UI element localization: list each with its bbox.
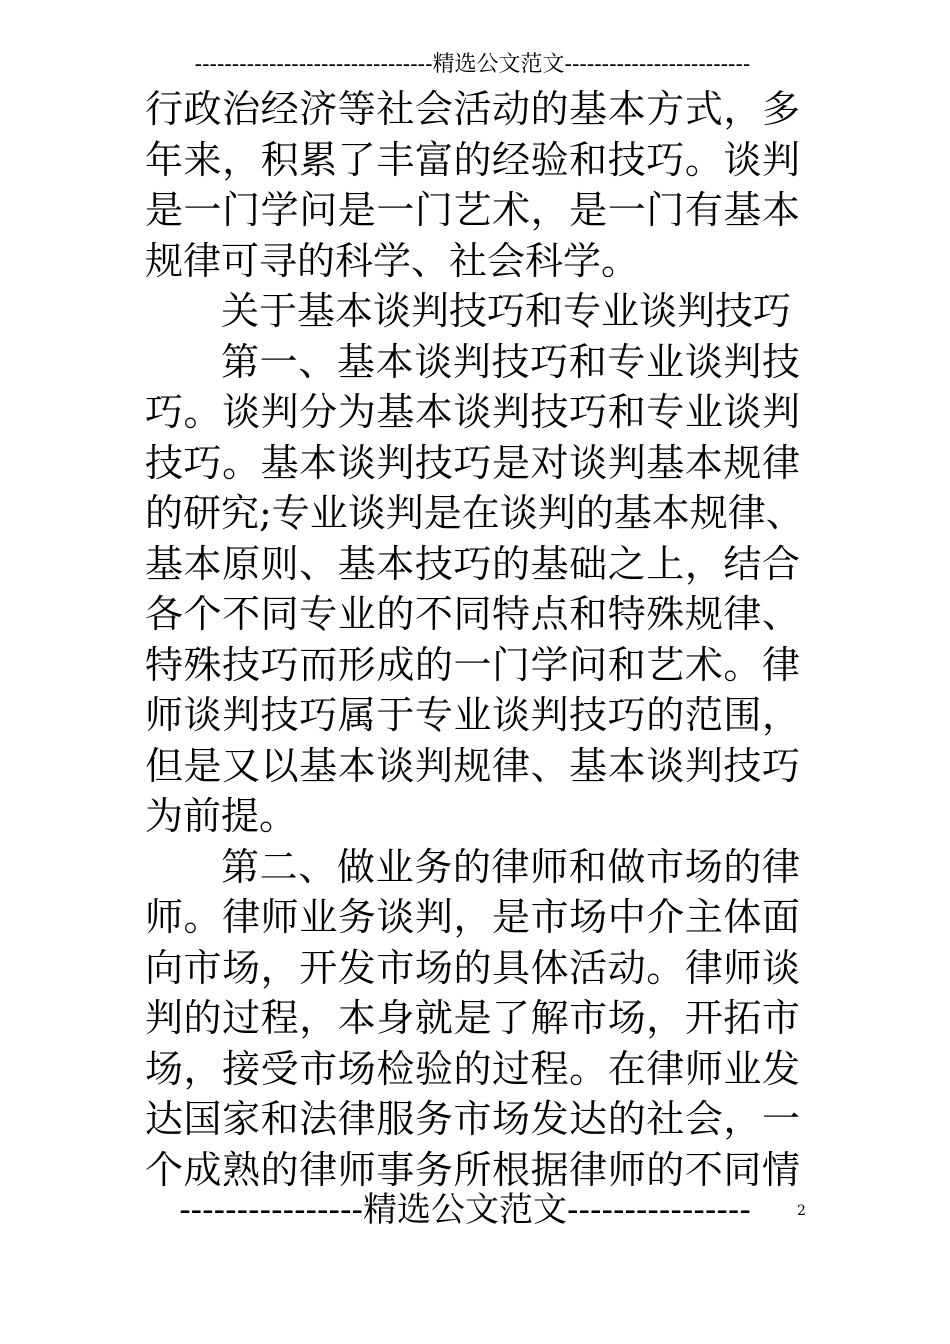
text-line: 个成熟的律师事务所根据律师的不同情: [145, 1147, 800, 1192]
page-header: --------------------------------精选公文范文-------------------------: [194, 52, 751, 77]
text-line: 规律可寻的科学、社会科学。: [145, 238, 640, 283]
text-line: 判的过程，本身就是了解市场，开拓市: [145, 996, 800, 1040]
text-line: 关于基本谈判技巧和专业谈判技巧: [221, 289, 792, 333]
page-number: 2: [797, 1203, 806, 1219]
text-line: 特殊技巧而形成的一门学问和艺术。律: [145, 642, 800, 687]
text-line: 各个不同专业的不同特点和特殊规律、: [145, 592, 800, 636]
text-line: 但是又以基本谈判规律、基本谈判技巧: [145, 743, 800, 788]
text-line: 师。律师业务谈判，是市场中介主体面: [145, 895, 800, 939]
text-line: 巧。谈判分为基本谈判技巧和专业谈判: [145, 390, 800, 434]
page-footer: ----------------精选公文范文----------------: [179, 1190, 751, 1230]
text-line: 基本原则、基本技巧的基础之上，结合: [145, 541, 800, 586]
text-line: 达国家和法律服务市场发达的社会，一: [145, 1097, 800, 1141]
text-line: 是一门学问是一门艺术，是一门有基本: [145, 188, 800, 232]
body-text: [145, 84, 804, 1195]
text-line: 师谈判技巧属于专业谈判技巧的范围，: [145, 693, 800, 737]
text-line: 向市场，开发市场的具体活动。律师谈: [145, 945, 800, 990]
text-line: 第二、做业务的律师和做市场的律: [221, 844, 800, 889]
text-line: 技巧。基本谈判技巧是对谈判基本规律: [145, 440, 800, 485]
text-line: 年来，积累了丰富的经验和技巧。谈判: [145, 137, 800, 182]
text-line: 场，接受市场检验的过程。在律师业发: [145, 1046, 800, 1091]
text-line: 行政治经济等社会活动的基本方式，多: [145, 87, 800, 131]
text-line: 为前提。: [145, 794, 298, 838]
text-line: 第一、基本谈判技巧和专业谈判技: [221, 339, 800, 384]
text-line: 的研究;专业谈判是在谈判的基本规律、: [145, 491, 804, 535]
